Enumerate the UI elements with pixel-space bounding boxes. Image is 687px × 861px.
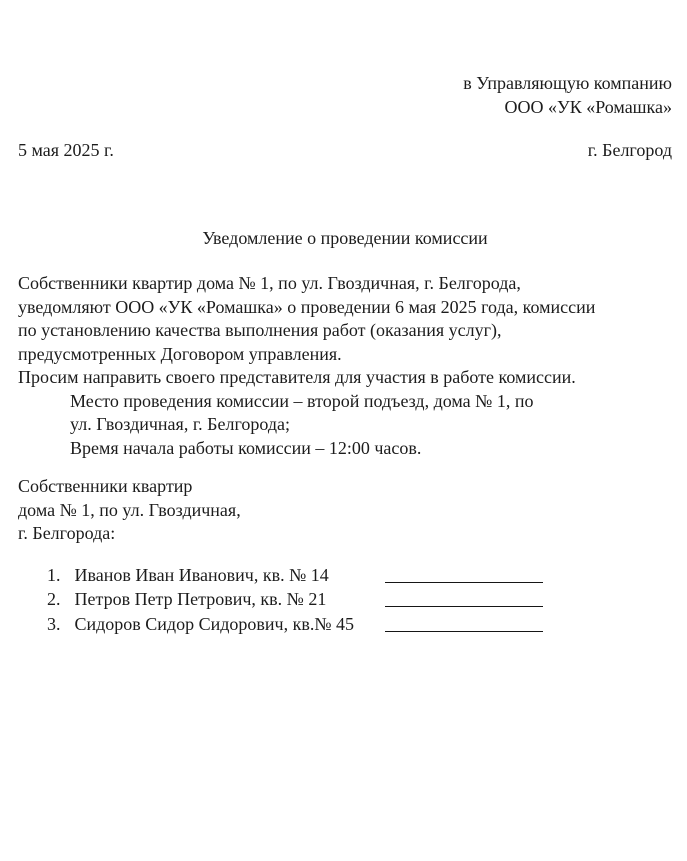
owners-list: [18, 563, 672, 637]
owner-row: [18, 612, 672, 637]
paragraph-line: Собственники квартир дома № 1, по ул. Гвоздичная, г. Белгорода,: [18, 273, 521, 293]
owner-number: 3.: [47, 613, 61, 634]
paragraph-line: Просим направить своего представителя для участия в работе комиссии.: [18, 367, 576, 387]
document-date: 5 мая 2025 г.: [18, 140, 114, 160]
signatory-line: Собственники квартир: [18, 476, 193, 496]
paragraph-line: по установлению качества выполнения работ (оказания услуг),: [18, 320, 502, 340]
owner-row: [18, 563, 672, 588]
commission-details: [18, 390, 672, 461]
owner-number: 1.: [47, 564, 61, 585]
owner-name: Иванов Иван Иванович, кв. № 14: [74, 564, 329, 585]
signature-line: [385, 616, 543, 632]
signatory-line: г. Белгорода:: [18, 523, 116, 543]
signatory-line: дома № 1, по ул. Гвоздичная,: [18, 499, 241, 520]
recipient-line: в Управляющую компанию: [463, 73, 672, 93]
document-city: г. Белгород: [587, 140, 672, 160]
recipient-line: ООО «УК «Ромашка»: [504, 96, 672, 117]
paragraph-line: уведомляют ООО «УК «Ромашка» о проведении 6 мая 2025 года, комиссии: [18, 296, 596, 317]
recipient-block: [18, 72, 672, 119]
detail-line: Время начала работы комиссии – 12:00 часов.: [70, 437, 422, 458]
body-paragraph: [18, 272, 672, 390]
detail-line: Место проведения комиссии – второй подъезд, дома № 1, по: [70, 390, 534, 411]
detail-line: ул. Гвоздичная, г. Белгорода;: [70, 414, 291, 434]
signatory-block: [18, 475, 672, 546]
document-title: Уведомление о проведении комиссии: [202, 227, 488, 248]
date-city-row: [18, 139, 672, 163]
paragraph-line: предусмотренных Договором управления.: [18, 343, 342, 364]
owner-row: [18, 587, 672, 612]
owner-number: 2.: [47, 589, 61, 609]
owner-name: Сидоров Сидор Сидорович, кв.№ 45: [74, 613, 354, 634]
signature-line: [385, 591, 543, 607]
signature-line: [385, 567, 543, 583]
owner-name: Петров Петр Петрович, кв. № 21: [74, 589, 327, 609]
